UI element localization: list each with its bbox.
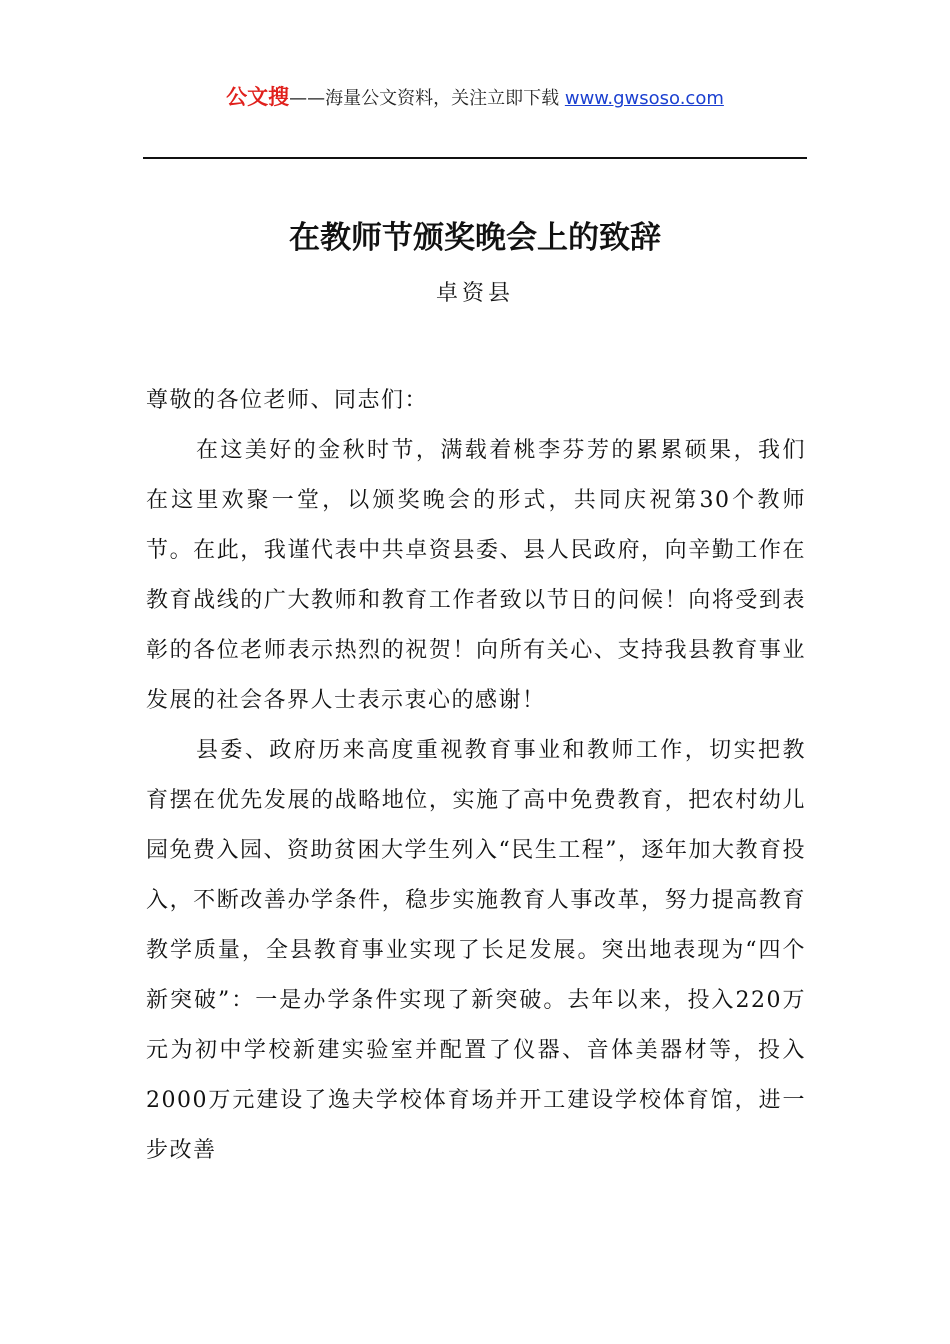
body-paragraph: 县委、政府历来高度重视教育事业和教师工作，切实把教育摆在优先发展的战略地位，实施了高中免费教育，把农村幼儿园免费入园、资助贫困大学生列入“民生工程”，逐年加大教育投入，不断改善办学条件，稳步实施教育人事改革，努力提高教育教学质量，全县教育事业实现了长足发展。突出地表现为“四个新突破”：一是办学条件实现了新突破。去年以来，投入220万元为初中学校新建实验室并配置了仪器、音体美器材等，投入2000万元建设了逸夫学校体育场并开工建设学校体育馆，进一步改善	[146, 738, 806, 1163]
website-link[interactable]: www.gwsoso.com	[564, 88, 724, 109]
document-body	[146, 376, 806, 1176]
brand-logo-text: 公文搜	[226, 85, 290, 109]
salutation: 尊敬的各位老师、同志们：	[146, 388, 429, 413]
header-divider	[143, 157, 807, 159]
body-paragraph: 在这美好的金秋时节，满载着桃李芬芳的累累硕果，我们在这里欢聚一堂，以颁奖晚会的形式，共同庆祝第30个教师节。在此，我谨代表中共卓资县委、县人民政府，向辛勤工作在教育战线的广大教师和教育工作者致以节日的问候！向将受到表彰的各位老师表示热烈的祝贺！向所有关心、支持我县教育事业发展的社会各界人士表示衷心的感谢！	[146, 438, 806, 713]
header-slogan: ——海量公文资料，关注立即下载	[289, 88, 565, 109]
site-header	[0, 84, 950, 112]
document-title: 在教师节颁奖晚会上的致辞	[289, 220, 661, 256]
document-author: 卓资县	[435, 281, 514, 306]
